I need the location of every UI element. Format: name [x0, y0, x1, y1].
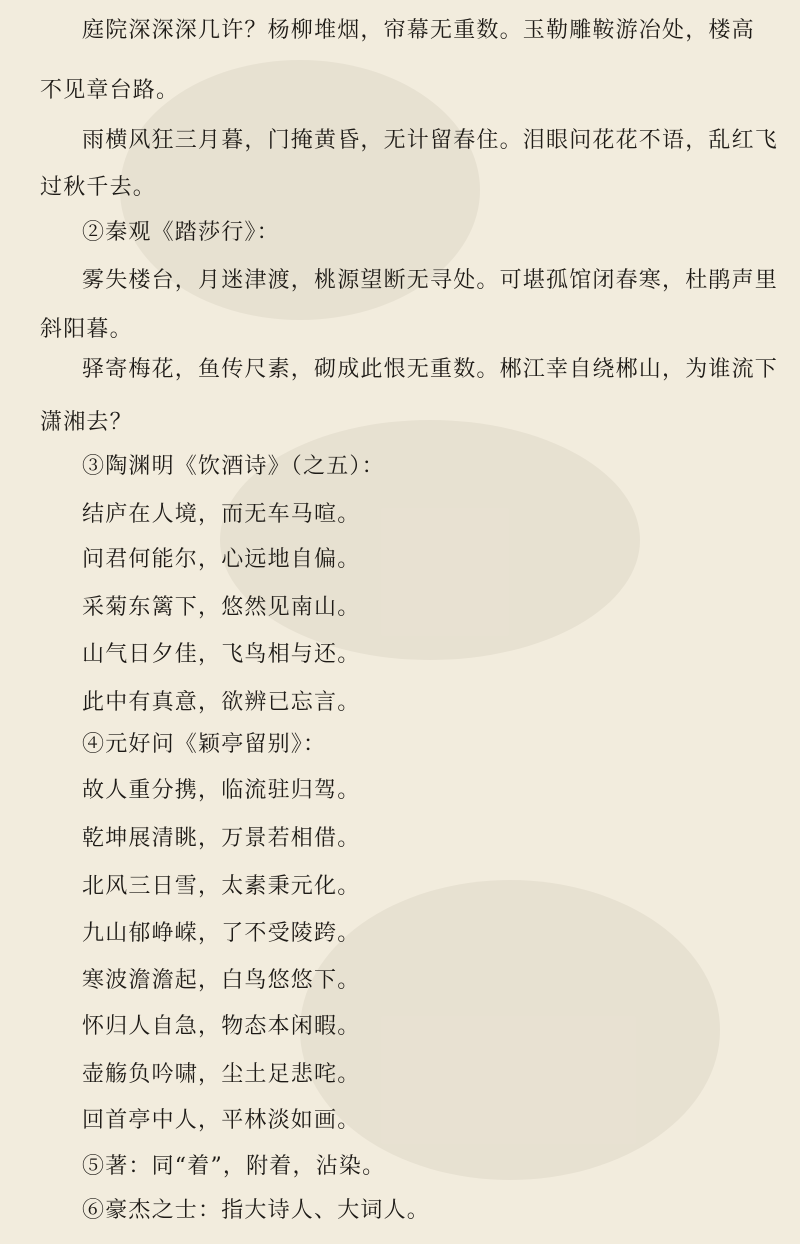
text-line-11: 结庐在人境，而无车马喧。 — [82, 502, 361, 527]
text-line-7: 斜阳暮。 — [40, 317, 133, 342]
text-line-15: 此中有真意，欲辨已忘言。 — [82, 690, 361, 715]
text-line-19: 北风三日雪，太素秉元化。 — [82, 874, 361, 899]
text-line-9: 潇湘去？ — [40, 410, 133, 435]
text-line-22: 怀归人自急，物态本闲暇。 — [82, 1014, 361, 1039]
text-line-10: ③陶渊明《饮酒诗》（之五）： — [82, 454, 385, 479]
text-line-14: 山气日夕佳，飞鸟相与还。 — [82, 642, 361, 667]
text-line-1: 庭院深深深几许？杨柳堆烟，帘幕无重数。玉勒雕鞍游冶处，楼高 — [82, 18, 755, 43]
text-line-16: ④元好问《颖亭留别》： — [82, 732, 327, 757]
text-line-3: 雨横风狂三月暮，门掩黄昏，无计留春住。泪眼问花花不语，乱红飞 — [82, 128, 779, 153]
text-line-8: 驿寄梅花，鱼传尺素，砌成此恨无重数。郴江幸自绕郴山，为谁流下 — [82, 357, 779, 382]
text-line-12: 问君何能尔，心远地自偏。 — [82, 547, 361, 572]
text-line-24: 回首亭中人，平林淡如画。 — [82, 1108, 361, 1133]
text-line-26: ⑥豪杰之士：指大诗人、大词人。 — [82, 1198, 431, 1223]
text-line-23: 壶觞负吟啸，尘土足悲咤。 — [82, 1062, 361, 1087]
text-line-2: 不见章台路。 — [40, 78, 180, 103]
text-line-20: 九山郁峥嵘，了不受陵跨。 — [82, 921, 361, 946]
text-line-21: 寒波澹澹起，白鸟悠悠下。 — [82, 968, 361, 993]
text-line-13: 采菊东篱下，悠然见南山。 — [82, 595, 361, 620]
text-line-5: ②秦观《踏莎行》： — [82, 220, 280, 245]
text-line-25: ⑤著：同“着”，附着，沾染。 — [82, 1154, 386, 1179]
text-line-18: 乾坤展清眺，万景若相借。 — [82, 826, 361, 851]
text-line-4: 过秋千去。 — [40, 175, 157, 200]
text-line-6: 雾失楼台，月迷津渡，桃源望断无寻处。可堪孤馆闭春寒，杜鹃声里 — [82, 268, 779, 293]
text-line-17: 故人重分携，临流驻归驾。 — [82, 778, 361, 803]
